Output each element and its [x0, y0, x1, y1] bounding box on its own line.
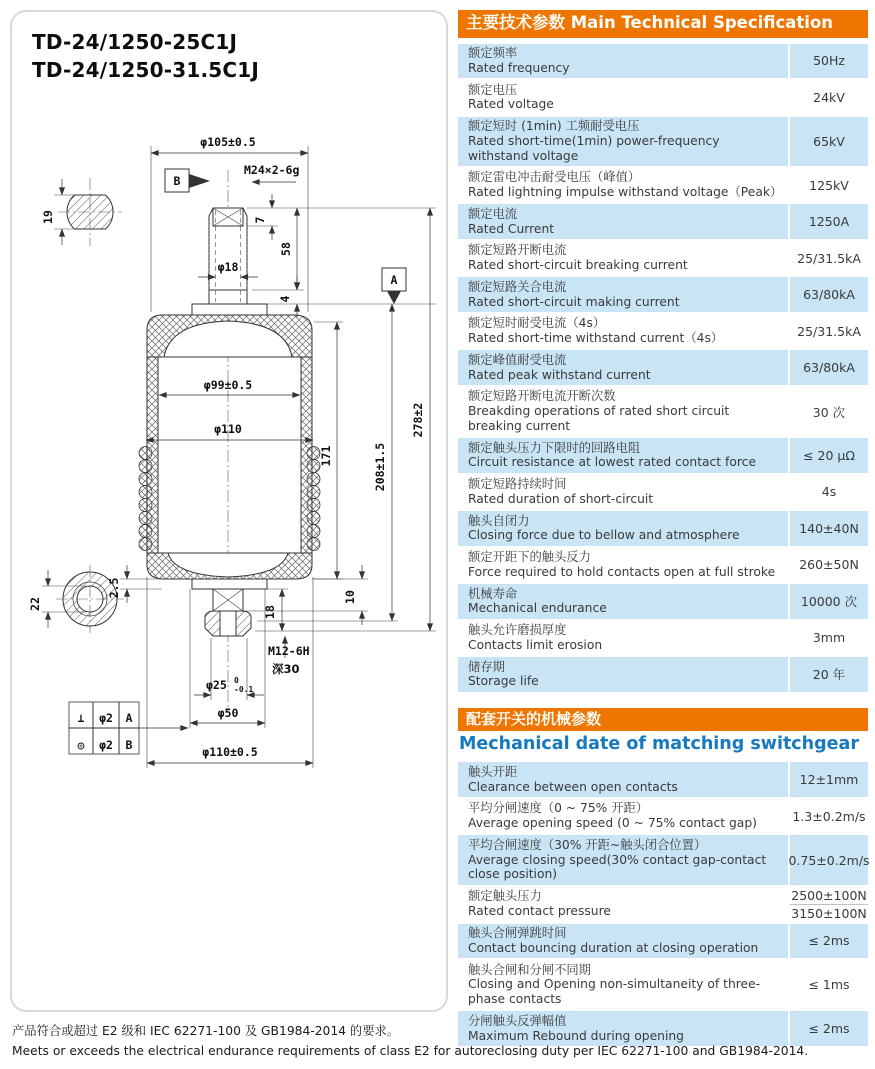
row-value-text: 50Hz	[813, 53, 845, 69]
row-label-zh: 额定电流	[468, 206, 518, 221]
row-value-text: 1.3±0.2m/s	[792, 808, 866, 824]
row-value-text: 0.75±0.2m/s	[788, 852, 870, 868]
row-label-zh: 平均分闸速度（0 ~ 75% 开距）	[468, 801, 649, 816]
gdt-concentricity-icon: ◎	[77, 738, 85, 752]
row-label-en: Rated short-time(1min) power-frequency withstand voltage	[468, 133, 720, 163]
row-label	[458, 350, 788, 385]
row-label-en: Rated short-time withstand current（4s）	[468, 331, 724, 346]
row-value	[788, 799, 868, 834]
datum-b	[165, 169, 210, 192]
row-label	[458, 277, 788, 312]
gdt-perpendicularity-icon: ⊥	[77, 711, 85, 725]
datum-b-label: B	[173, 174, 181, 188]
spec-row	[458, 80, 868, 117]
row-label-zh: 额定电压	[468, 82, 518, 97]
row-label-zh: 额定雷电冲击耐受电压（峰值）	[468, 170, 641, 185]
dim-58-and-4	[252, 208, 304, 318]
row-label-en: Rated duration of short-circuit	[468, 491, 654, 506]
spec-panel	[458, 10, 868, 1048]
gdt-r1-datum: A	[125, 711, 133, 725]
row-label	[458, 475, 788, 510]
row-label-en: Maximum Rebound during opening	[468, 1028, 684, 1043]
row-value-text: 25/31.5kA	[797, 250, 861, 266]
thread-label-m12	[268, 636, 310, 676]
row-value-text: 125kV	[809, 177, 849, 193]
row-label	[458, 314, 788, 349]
row-label	[458, 44, 788, 79]
dim-label-4: 4	[278, 295, 292, 303]
row-value	[788, 438, 868, 473]
row-value	[788, 475, 868, 510]
spec-row	[458, 584, 868, 621]
row-value	[788, 960, 868, 1009]
dim-label-19: 19	[41, 210, 55, 224]
dim-label-phi25-tol-lower: -0.1	[234, 685, 254, 694]
row-label	[458, 621, 788, 656]
spec-row	[458, 924, 868, 961]
row-label-en: Closing force due to bellow and atmosphere	[468, 528, 740, 543]
row-label-zh: 额定短路开断电流	[468, 243, 567, 258]
row-label	[458, 835, 788, 884]
row-value	[788, 168, 868, 203]
row-label-zh: 额定短时耐受电流（4s）	[468, 316, 606, 331]
row-label	[458, 960, 788, 1009]
row-label-en: Breakding operations of rated short circuit breaking current	[468, 404, 730, 433]
row-value	[788, 314, 868, 349]
row-label	[458, 80, 788, 115]
spec-row	[458, 621, 868, 658]
row-value-line: 3150±100N	[791, 905, 867, 921]
dim-label-2-5: 2.5	[107, 577, 121, 599]
row-value	[788, 887, 868, 922]
row-value-line: 2500±100N	[791, 887, 867, 903]
dim-label-7: 7	[253, 216, 267, 224]
row-label-en: Rated voltage	[468, 97, 554, 112]
dim-phi25	[194, 638, 264, 700]
row-label	[458, 924, 788, 959]
gdt-r2-tolerance: φ2	[99, 738, 113, 752]
row-label-en: Rated short-circuit breaking current	[468, 258, 688, 273]
dim-label-phi50: φ50	[217, 706, 239, 720]
dim-label-phi99: φ99±0.5	[203, 378, 253, 392]
row-value	[788, 548, 868, 583]
row-label-zh: 储存期	[468, 659, 505, 674]
dim-label-171: 171	[319, 445, 333, 467]
dim-label-m24: M24×2-6g	[244, 163, 300, 177]
spec-row	[458, 835, 868, 886]
row-value-text: 24kV	[813, 89, 845, 105]
row-label	[458, 762, 788, 797]
spec-row	[458, 314, 868, 351]
row-label-en: Average opening speed (0 ~ 75% contact gap)	[468, 816, 757, 831]
row-label	[458, 887, 788, 922]
row-label-zh: 触头开距	[468, 764, 518, 779]
row-value-text: 20 年	[812, 667, 846, 683]
row-label-en: Force required to hold contacts open at full stroke	[468, 564, 776, 579]
dim-278	[411, 208, 430, 631]
dim-label-58: 58	[279, 242, 293, 256]
row-value-text: 63/80kA	[803, 360, 855, 376]
mech-table-title-en: Mechanical date of matching switchgear	[459, 734, 859, 755]
row-label-en: Rated Current	[468, 221, 555, 236]
mech-spec-table	[458, 762, 868, 1048]
row-value-text: 4s	[821, 484, 837, 500]
footer-note-zh: 产品符合或超过 E2 级和 IEC 62271-100 及 GB1984-2014 的要求。	[12, 1024, 400, 1038]
row-label-zh: 额定短路持续时间	[468, 477, 567, 492]
row-value	[788, 387, 868, 436]
drawing-card	[10, 10, 448, 1012]
corrugation-ribs	[139, 447, 320, 551]
row-label-en: Rated peak withstand current	[468, 367, 651, 382]
row-label-zh: 平均合闸速度（30% 开距~触头闭合位置）	[468, 837, 707, 852]
row-value-text: 1250A	[808, 214, 850, 230]
row-label-zh: 额定触头压力下限时的回路电阻	[468, 440, 641, 455]
row-label	[458, 511, 788, 546]
row-label-en: Storage life	[468, 674, 539, 689]
row-label	[458, 387, 788, 436]
spec-row	[458, 117, 868, 168]
row-label-en: Rated short-circuit making current	[468, 294, 680, 309]
dim-phi99	[159, 378, 300, 395]
row-value-text: 140±40N	[799, 520, 859, 536]
dim-label-phi25: φ25	[206, 678, 227, 692]
row-label-zh: 触头合闸和分闸不同期	[468, 962, 591, 977]
row-label-zh: 额定开距下的触头反力	[468, 550, 591, 565]
row-value-text: ≤ 2ms	[808, 933, 850, 949]
row-label-zh: 额定峰值耐受电流	[468, 352, 567, 367]
row-label	[458, 168, 788, 203]
row-label-en: Contacts limit erosion	[468, 637, 603, 652]
row-label-en: Clearance between open contacts	[468, 779, 678, 794]
spec-row	[458, 762, 868, 799]
row-label-en: Rated lightning impulse withstand voltage（Peak）	[468, 185, 783, 200]
row-label-zh: 分闸触头反弹幅值	[468, 1013, 567, 1028]
row-label-en: Rated frequency	[468, 60, 570, 75]
dim-label-278: 278±2	[411, 402, 425, 438]
row-label	[458, 584, 788, 619]
row-value	[788, 924, 868, 959]
dim-label-phi18: φ18	[217, 260, 239, 274]
row-label-en: Closing and Opening non-simultaneity of three-phase contacts	[468, 977, 761, 1007]
row-label	[458, 241, 788, 276]
row-value-text: ≤ 1ms	[808, 977, 850, 993]
dim-7	[247, 194, 278, 240]
row-label-zh: 额定短时 (1min) 工频耐受电压	[468, 119, 640, 134]
row-value-text: 25/31.5kA	[797, 323, 861, 339]
dim-label-m12: M12-6H	[268, 644, 310, 658]
row-value	[788, 117, 868, 166]
row-value	[788, 241, 868, 276]
row-value-text: ≤ 20 μΩ	[803, 447, 855, 463]
footer-note-en: Meets or exceeds the electrical endurance requirements of class E2 for autoreclosing duty per IEC 62271-100 and GB1984-2014.	[12, 1043, 809, 1058]
row-value	[788, 762, 868, 797]
row-label-en: Mechanical endurance	[468, 601, 607, 616]
row-value-text: 63/80kA	[803, 287, 855, 303]
row-value	[788, 511, 868, 546]
dim-label-22: 22	[28, 597, 42, 611]
spec-row	[458, 657, 868, 694]
spec-row	[458, 960, 868, 1011]
datum-a	[267, 268, 436, 304]
row-value-text: 3mm	[812, 630, 846, 646]
row-value	[788, 44, 868, 79]
spec-row	[458, 241, 868, 278]
spec-row	[458, 548, 868, 585]
mech-table-title-zh: 配套开关的机械参数	[458, 708, 868, 732]
row-label-zh: 额定触头压力	[468, 889, 542, 904]
dim-208	[373, 304, 392, 621]
row-value-text: 12±1mm	[799, 772, 859, 788]
interrupter-body	[139, 315, 320, 589]
spec-row	[458, 44, 868, 81]
datum-a-label: A	[390, 273, 398, 287]
dim-phi110-body	[146, 422, 313, 440]
main-spec-table	[458, 44, 868, 694]
spec-row	[458, 387, 868, 438]
row-value	[788, 350, 868, 385]
row-value	[788, 657, 868, 692]
dim-label-phi105: φ105±0.5	[200, 135, 256, 149]
row-label-en: Average closing speed(30% contact gap-contact close position)	[468, 852, 767, 882]
row-value	[788, 835, 868, 884]
gdt-r2-datum: B	[125, 738, 133, 752]
row-value	[788, 621, 868, 656]
row-label	[458, 657, 788, 692]
row-label-zh: 触头自闭力	[468, 513, 530, 528]
dim-label-18: 18	[263, 605, 277, 619]
row-label	[458, 799, 788, 834]
spec-row	[458, 475, 868, 512]
row-value-text: ≤ 2ms	[808, 1021, 850, 1037]
dim-label-phi25-tol-upper: 0	[234, 676, 239, 685]
row-label	[458, 117, 788, 166]
spec-row	[458, 204, 868, 241]
row-value-text: 10000 次	[800, 594, 858, 610]
row-value-text: 30 次	[812, 404, 846, 420]
stem-section-detail	[41, 178, 122, 246]
dim-label-phi110-flange: φ110±0.5	[202, 745, 258, 759]
spec-row	[458, 350, 868, 387]
row-label-zh: 触头合闸弹跳时间	[468, 926, 567, 941]
row-label-en: Circuit resistance at lowest rated contact force	[468, 455, 757, 470]
spec-row	[458, 511, 868, 548]
row-label-en: Rated contact pressure	[468, 903, 611, 918]
row-label	[458, 548, 788, 583]
gdt-r1-tolerance: φ2	[99, 711, 113, 725]
row-value-text: 65kV	[813, 133, 845, 149]
product-model-2: TD-24/1250-31.5C1J	[32, 58, 259, 82]
dim-label-208: 208±1.5	[373, 442, 387, 492]
footer-note	[12, 1022, 872, 1061]
row-label-en: Contact bouncing duration at closing operation	[468, 940, 759, 955]
row-label	[458, 438, 788, 473]
spec-row	[458, 438, 868, 475]
gdt-frame	[69, 702, 188, 754]
dim-label-phi110: φ110	[214, 422, 242, 436]
row-label-zh: 额定短路关合电流	[468, 279, 567, 294]
row-value	[788, 584, 868, 619]
bottom-stem	[205, 589, 251, 636]
spec-row	[458, 168, 868, 205]
row-value-text: 260±50N	[799, 557, 859, 573]
row-value	[788, 204, 868, 239]
vacuum-interrupter-drawing	[12, 12, 450, 1014]
dim-label-depth30: 深30	[272, 662, 300, 676]
main-table-title: 主要技术参数 Main Technical Specification	[458, 10, 868, 38]
row-label-zh: 额定频率	[468, 46, 518, 61]
spec-row	[458, 799, 868, 836]
row-label	[458, 204, 788, 239]
product-model-1: TD-24/1250-25C1J	[32, 30, 238, 54]
dim-label-10: 10	[343, 590, 357, 604]
thread-label-m24	[244, 163, 299, 182]
row-label-zh: 触头允许磨损厚度	[468, 623, 567, 638]
row-value	[788, 80, 868, 115]
row-label-zh: 额定短路开断电流开断次数	[468, 389, 616, 404]
row-label-zh: 机械寿命	[468, 586, 518, 601]
spec-row	[458, 887, 868, 924]
row-value	[788, 277, 868, 312]
spec-row	[458, 277, 868, 314]
